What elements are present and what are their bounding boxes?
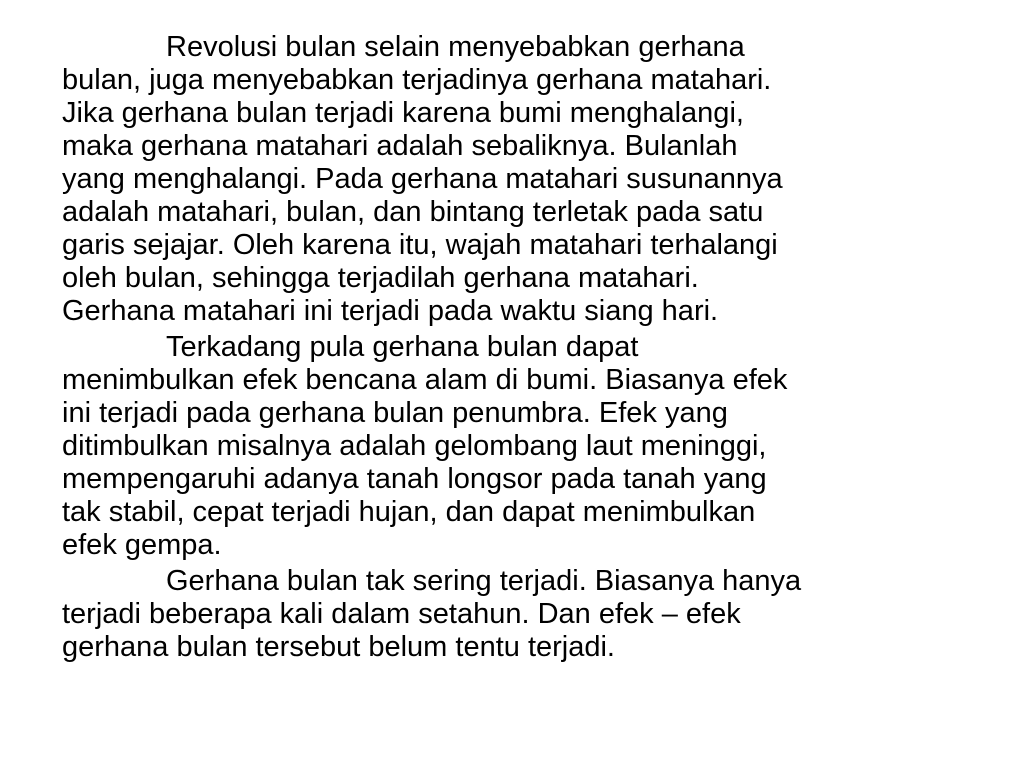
text-line: Revolusi bulan selain menyebabkan gerhana (166, 31, 745, 63)
text-body (62, 31, 962, 664)
text-line: bulan, juga menyebabkan terjadinya gerhana matahari. (62, 64, 772, 96)
text-line: terjadi beberapa kali dalam setahun. Dan efek – efek (62, 598, 741, 630)
text-line: maka gerhana matahari adalah sebaliknya. Bulanlah (62, 130, 738, 162)
text-line: yang menghalangi. Pada gerhana matahari susunannya (62, 163, 783, 195)
text-line: Gerhana matahari ini terjadi pada waktu siang hari. (62, 295, 719, 327)
text-line: ditimbulkan misalnya adalah gelombang laut meninggi, (62, 430, 767, 462)
text-line: Gerhana bulan tak sering terjadi. Biasanya hanya (166, 565, 802, 597)
paragraph-3 (62, 565, 962, 664)
text-line: oleh bulan, sehingga terjadilah gerhana matahari. (62, 262, 699, 294)
text-line: adalah matahari, bulan, dan bintang terletak pada satu (62, 196, 764, 228)
paragraph-1 (62, 31, 962, 328)
text-line: Terkadang pula gerhana bulan dapat (166, 331, 639, 363)
text-line: gerhana bulan tersebut belum tentu terjadi. (62, 631, 615, 663)
text-line: mempengaruhi adanya tanah longsor pada tanah yang (62, 463, 767, 495)
paragraph-2 (62, 331, 962, 562)
text-line: tak stabil, cepat terjadi hujan, dan dapat menimbulkan (62, 496, 756, 528)
text-line: Jika gerhana bulan terjadi karena bumi menghalangi, (62, 97, 744, 129)
text-line: ini terjadi pada gerhana bulan penumbra. Efek yang (62, 397, 728, 429)
text-line: efek gempa. (62, 529, 222, 561)
text-line: garis sejajar. Oleh karena itu, wajah matahari terhalangi (62, 229, 778, 261)
text-line: menimbulkan efek bencana alam di bumi. Biasanya efek (62, 364, 788, 396)
